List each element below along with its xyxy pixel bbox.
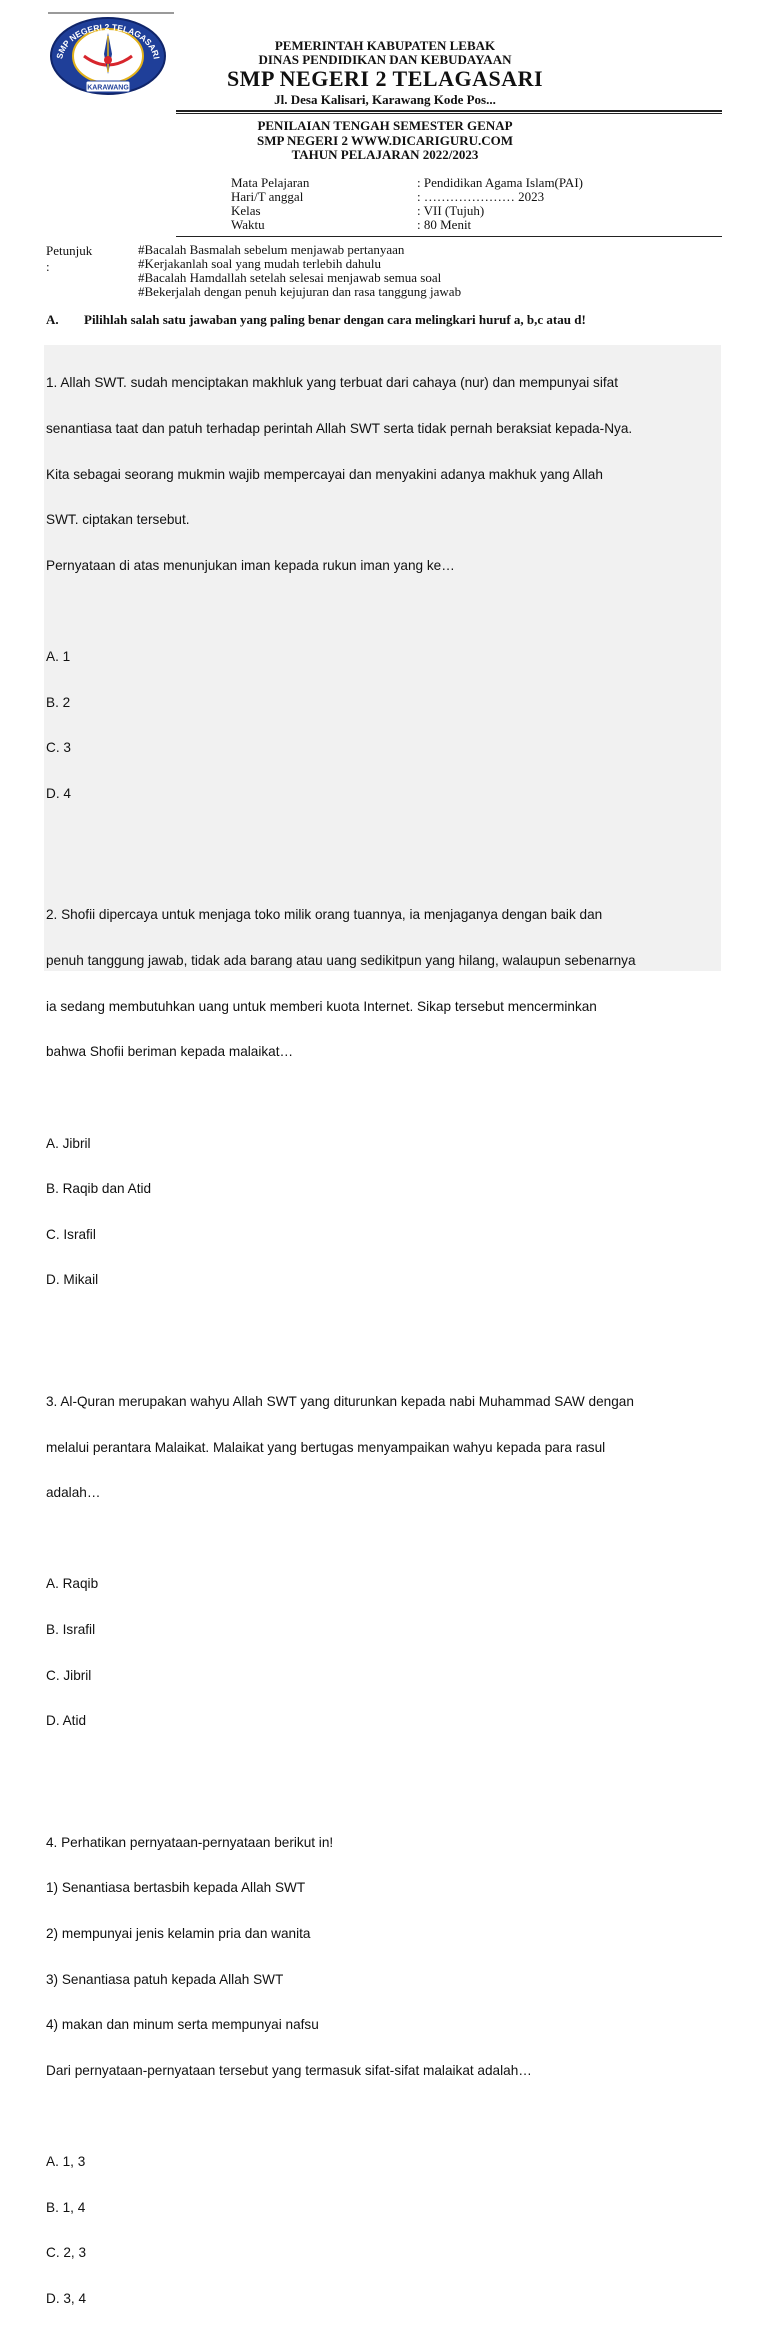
answer-option[interactable]: B. Israfil: [46, 1621, 96, 1637]
answer-option[interactable]: C. Jibril: [46, 1667, 92, 1683]
answer-option[interactable]: C. 3: [46, 740, 71, 756]
section-instruction: Pilihlah salah satu jawaban yang paling benar dengan cara melingkari huruf a, b,c atau d!: [84, 312, 586, 327]
school-logo-frame: [48, 12, 174, 100]
answer-option[interactable]: A. 1: [46, 649, 71, 665]
instructions-list: [138, 243, 698, 299]
question-line: SWT. ciptakan tersebut.: [46, 512, 190, 528]
question-line: ia sedang membutuhkan uang untuk memberi kuota Internet. Sikap tersebut mencerminkan: [46, 998, 597, 1014]
info-value: : Pendidikan Agama Islam(PAI): [417, 175, 583, 190]
section-letter: A.: [46, 312, 59, 327]
question-line: penuh tanggung jawab, tidak ada barang atau uang sedikitpun yang hilang, walaupun sebenarnya: [46, 953, 636, 969]
header-divider-thin: [176, 113, 722, 114]
instruction-item: #Bekerjalah dengan penuh kejujuran dan rasa tanggung jawab: [138, 284, 462, 299]
question-line: Kita sebagai seorang mukmin wajib mempercayai dan menyakini adanya makhuk yang Allah: [46, 466, 603, 482]
question-line: 4) makan dan minum serta mempunyai nafsu: [46, 2017, 319, 2033]
info-label: Kelas: [231, 203, 261, 218]
instructions-label: Petunjuk :: [46, 243, 93, 274]
instruction-item: #Bacalah Basmalah sebelum menjawab pertanyaan: [138, 242, 405, 257]
info-value: : ………………… 2023: [417, 189, 545, 204]
info-divider: [176, 236, 722, 237]
question-line: 3. Al-Quran merupakan wahyu Allah SWT yang diturunkan kepada nabi Muhammad SAW dengan: [46, 1393, 634, 1409]
header-divider: [176, 110, 722, 112]
answer-option[interactable]: D. Atid: [46, 1713, 87, 1729]
answer-option[interactable]: B. Raqib dan Atid: [46, 1181, 152, 1197]
question-line: 1) Senantiasa bertasbih kepada Allah SWT: [46, 1880, 306, 1896]
exam-title: PENILAIAN TENGAH SEMESTER GENAP: [257, 118, 513, 133]
question-line: bahwa Shofii beriman kepada malaikat…: [46, 1044, 294, 1060]
gov-name: PEMERINTAH KABUPATEN LEBAK: [274, 38, 496, 53]
info-value: : VII (Tujuh): [417, 203, 485, 218]
school-address: Jl. Desa Kalisari, Karawang Kode Pos...: [274, 92, 496, 107]
answer-option[interactable]: C. Israfil: [46, 1226, 96, 1242]
logo-arc-text: SMP NEGERI 2 TELAGASARI: [54, 21, 162, 60]
answer-option[interactable]: D. 3, 4: [46, 2290, 87, 2306]
question-line: 1. Allah SWT. sudah menciptakan makhluk yang terbuat dari cahaya (nur) dan mempunyai sifat: [46, 375, 618, 391]
info-value: : 80 Menit: [417, 217, 472, 232]
answer-option[interactable]: B. 2: [46, 694, 71, 710]
section-a-heading: [46, 312, 586, 328]
answer-option[interactable]: B. 1, 4: [46, 2199, 86, 2215]
school-logo: [48, 16, 174, 100]
answer-option[interactable]: A. Raqib: [46, 1576, 99, 1592]
answer-option[interactable]: A. Jibril: [46, 1135, 91, 1151]
question-3: [44, 1364, 721, 1805]
question-line: Dari pernyataan-pernyataan tersebut yang termasuk sifat-sifat malaikat adalah…: [46, 2062, 532, 2078]
questions-area: [44, 345, 721, 2306]
info-label: Waktu: [231, 217, 265, 232]
question-1: [44, 345, 721, 877]
answer-option[interactable]: D. Mikail: [46, 1272, 99, 1288]
answer-option[interactable]: A. 1, 3: [46, 2154, 86, 2170]
dept-name: DINAS PENDIDIKAN DAN KEBUDAYAAN: [258, 52, 512, 67]
instruction-item: #Kerjakanlah soal yang mudah terlebih dahulu: [138, 256, 381, 271]
exam-school: SMP NEGERI 2 WWW.DICARIGURU.COM: [256, 133, 514, 148]
answer-option[interactable]: C. 2, 3: [46, 2245, 87, 2261]
logo-ribbon-text: KARAWANG: [87, 84, 129, 92]
question-line: 2) mempunyai jenis kelamin pria dan wanita: [46, 1926, 311, 1942]
question-line: senantiasa taat dan patuh terhadap perintah Allah SWT serta tidak pernah beraksiat kepada-Nya.: [46, 421, 633, 437]
question-line: 2. Shofii dipercaya untuk menjaga toko milik orang tuannya, ia menjaganya dengan baik dan: [46, 907, 603, 923]
question-line: 3) Senantiasa patuh kepada Allah SWT: [46, 1971, 284, 1987]
info-label: Hari/T anggal: [231, 189, 304, 204]
answer-option[interactable]: D. 4: [46, 785, 71, 801]
question-2: [44, 877, 721, 1363]
school-name: SMP NEGERI 2 TELAGASARI: [226, 66, 544, 91]
question-line: Pernyataan di atas menunjukan iman kepada rukun iman yang ke…: [46, 557, 455, 573]
instruction-item: #Bacalah Hamdallah setelah selesai menjawab semua soal: [138, 270, 442, 285]
question-4: [44, 1804, 721, 2336]
info-label: Mata Pelajaran: [231, 175, 310, 190]
exam-year: TAHUN PELAJARAN 2022/2023: [291, 147, 479, 162]
question-line: melalui perantara Malaikat. Malaikat yang bertugas menyampaikan wahyu kepada para rasul: [46, 1439, 606, 1455]
question-line: 4. Perhatikan pernyataan-pernyataan berikut in!: [46, 1834, 334, 1850]
question-line: adalah…: [46, 1485, 101, 1501]
